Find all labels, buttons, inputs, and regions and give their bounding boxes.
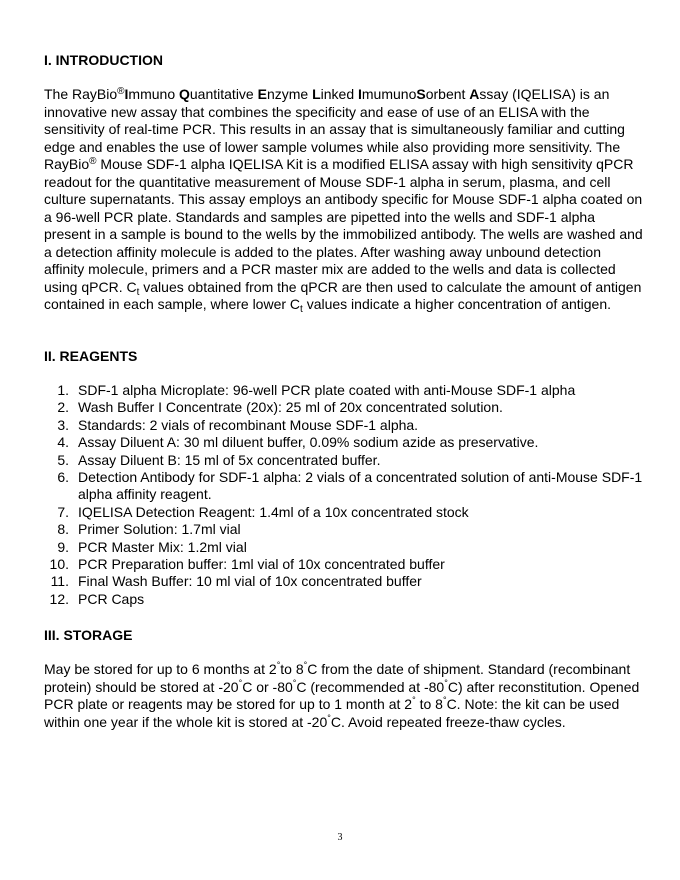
page-number: 3 <box>337 832 343 843</box>
list-item: 4. Assay Diluent A: 30 ml diluent buffer, 0.09% sodium azide as preservative. <box>57 434 539 451</box>
storage-heading: III. STORAGE <box>44 627 133 643</box>
list-item: 6. Detection Antibody for SDF-1 alpha: 2 vials of a concentrated solution of anti-Mouse SDF-1 alpha affinity reagent. <box>57 469 643 503</box>
introduction-heading: I. INTRODUCTION <box>44 52 163 68</box>
list-item: 3. Standards: 2 vials of recombinant Mouse SDF-1 alpha. <box>57 416 419 433</box>
list-item: 5. Assay Diluent B: 15 ml of 5x concentrated buffer. <box>57 451 381 468</box>
list-item: 8. Primer Solution: 1.7ml vial <box>57 521 241 538</box>
reagents-heading: II. REAGENTS <box>44 348 138 364</box>
introduction-paragraph: The RayBio®Immuno Quantitative Enzyme Linked ImumunoSorbent Assay (IQELISA) is an innovative new assay that combines the specificity and ease of use of an ELISA with the sensitivity of real-time PCR. This results in an assay that is simultaneously familiar and cutting edge and enables the use of lower sample volumes while also providing more sensitivity. The RayBio® Mouse SDF-1 alpha IQELISA Kit is a modified ELISA assay with high sensitivity qPCR readout for the quantitative measurement of Mouse SDF-1 alpha in serum, plasma, and cell culture supernatants. This assay employs an antibody specific for Mouse SDF-1 alpha coated on a 96-well PCR plate. Standards and samples are pipetted into the wells and SDF-1 alpha present in a sample is bound to the wells by the immobilized antibody. The wells are washed and a detection affinity molecule is added to the plates. After washing away unbound detection affinity molecule, primers and a PCR master mix are added to the wells and data is collected using qPCR. $C_t$ values obtained from the qPCR are then used to calculate the amount of antigen contained in each sample, where lower $C_t$ values indicate a higher concentration of antigen. <box>44 86 643 315</box>
list-item: 2. Wash Buffer I Concentrate (20x): 25 ml of 20x concentrated solution. <box>57 399 503 416</box>
list-item: 9. PCR Master Mix: 1.2ml vial <box>57 538 247 555</box>
reagents-list <box>44 382 644 608</box>
list-item: 12. PCR Caps <box>49 590 145 607</box>
list-item: 1. SDF-1 alpha Microplate: 96-well PCR plate coated with anti-Mouse SDF-1 alpha <box>57 382 576 398</box>
storage-paragraph: May be stored for up to 6 months at 2°to 8°C from the date of shipment. Standard (recombinant protein) should be stored at -20°C or -80°C (recommended at -80°C) after reconstitution. Opened PCR plate or reagents may be stored for up to 1 month at 2° to 8°C. Note: the kit can be used within one year if the whole kit is stored at -20°C. Avoid repeated freeze-thaw cycles. <box>44 660 640 730</box>
list-item: 11. Final Wash Buffer: 10 ml vial of 10x concentrated buffer <box>50 573 422 590</box>
list-item: 10. PCR Preparation buffer: 1ml vial of 10x concentrated buffer <box>49 556 445 573</box>
list-item: 7. IQELISA Detection Reagent: 1.4ml of a 10x concentrated stock <box>57 503 469 520</box>
